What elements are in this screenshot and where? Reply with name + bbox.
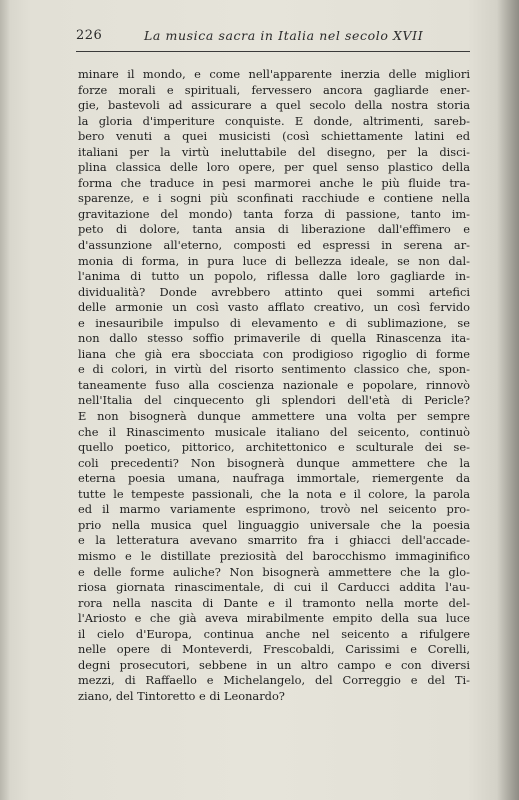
body-text bbox=[78, 67, 470, 704]
text-line: e inesauribile impulso di elevamento e di sublimazione, se bbox=[78, 315, 470, 330]
text-line: la gloria d'imperiture conquiste. E donde, altrimenti, sareb- bbox=[78, 113, 470, 128]
text-line: e delle forme auliche? Non bisognerà ammettere che la glo- bbox=[78, 564, 470, 579]
text-line: delle armonie un così vasto afflato creativo, un così fervido bbox=[78, 300, 470, 315]
text-line: d'assunzione all'eterno, composti ed espressi in serena ar- bbox=[78, 238, 470, 253]
text-line: ziano, del Tintoretto e di Leonardo? bbox=[78, 688, 285, 703]
text-line: dividualità? Donde avrebbero attinto quei sommi artefici bbox=[78, 284, 470, 299]
text-line: peto di dolore, tanta ansia di liberazione dall'effimero e bbox=[78, 222, 470, 237]
text-line: sparenze, e i sogni più sconfinati racchiude e contiene nella bbox=[78, 191, 470, 206]
text-line: bero venuti a quei musicisti (così schiettamente latini ed bbox=[78, 129, 470, 144]
text-line: nelle opere di Monteverdi, Frescobaldi, Carissimi e Corelli, bbox=[78, 642, 470, 657]
text-line: mezzi, di Raffaello e Michelangelo, del Correggio e del Ti- bbox=[78, 673, 470, 688]
text-line: tutte le tempeste passionali, che la nota e il colore, la parola bbox=[78, 486, 470, 501]
text-line: prio nella musica quel linguaggio universale che la poesia bbox=[78, 517, 470, 532]
text-line: forze morali e spirituali, fervessero ancora gagliarde ener- bbox=[78, 82, 470, 97]
text-line: che il Rinascimento musicale italiano del seicento, continuò bbox=[78, 424, 470, 439]
page-left-shadow bbox=[0, 0, 10, 800]
running-title: La musica sacra in Italia nel secolo XVII bbox=[144, 28, 424, 43]
text-line: minare il mondo, e come nell'apparente inerzia delle migliori bbox=[78, 67, 470, 81]
text-line: forma che traduce in pesi marmorei anche le più fluide tra- bbox=[78, 175, 470, 190]
text-line: gravitazione del mondo) tanta forza di passione, tanto im- bbox=[78, 206, 470, 221]
text-line: e la letteratura avevano smarrito fra i ghiacci dell'accade- bbox=[78, 533, 470, 548]
page-header bbox=[76, 26, 468, 48]
text-line: quello poetico, pittorico, architettonico e sculturale dei se- bbox=[78, 440, 470, 455]
text-line: rora nella nascita di Dante e il tramonto nella morte del- bbox=[78, 595, 470, 610]
text-line: gie, bastevoli ad assicurare a quel secolo della nostra storia bbox=[78, 98, 470, 113]
text-line: l'anima di tutto un popolo, riflessa dalle loro gagliarde in- bbox=[78, 269, 470, 284]
header-rule bbox=[76, 51, 470, 52]
text-line: liana che già era sbocciata con prodigioso rigoglio di forme bbox=[78, 346, 470, 361]
text-line: l'Ariosto e che già aveva mirabilmente empito della sua luce bbox=[78, 611, 470, 626]
text-line: eterna poesia umana, naufraga immortale, riemergente da bbox=[78, 471, 470, 486]
text-line: degni prosecutori, sebbene in un altro campo e con diversi bbox=[78, 657, 470, 672]
page-right-shadow bbox=[497, 0, 519, 800]
text-line: ed il marmo variamente esprimono, trovò nel seicento pro- bbox=[78, 502, 470, 517]
text-line: taneamente fuso alla coscienza nazionale e popolare, rinnovò bbox=[78, 377, 470, 392]
text-line: il cielo d'Europa, continua anche nel seicento a rifulgere bbox=[78, 626, 470, 641]
text-line: non dallo stesso soffio primaverile di quella Rinascenza ita- bbox=[78, 331, 470, 346]
text-line: italiani per la virtù ineluttabile del disegno, per la disci- bbox=[78, 144, 470, 159]
text-line: riosa giornata rinascimentale, di cui il Carducci addita l'au- bbox=[78, 580, 470, 595]
text-line: E non bisognerà dunque ammettere una volta per sempre bbox=[78, 409, 470, 424]
text-line: mismo e le distillate preziosità del barocchismo immaginifico bbox=[78, 548, 470, 563]
text-line: monia di forma, in pura luce di bellezza ideale, se non dal- bbox=[78, 253, 470, 268]
page-number: 226 bbox=[76, 28, 103, 43]
text-line: e di colori, in virtù del risorto sentimento classico che, spon- bbox=[78, 362, 470, 377]
text-line: plina classica delle loro opere, per quel senso plastico della bbox=[78, 160, 470, 175]
text-line: nell'Italia del cinquecento gli splendori dell'età di Pericle? bbox=[78, 393, 470, 408]
text-line: coli precedenti? Non bisognerà dunque ammettere che la bbox=[78, 455, 470, 470]
